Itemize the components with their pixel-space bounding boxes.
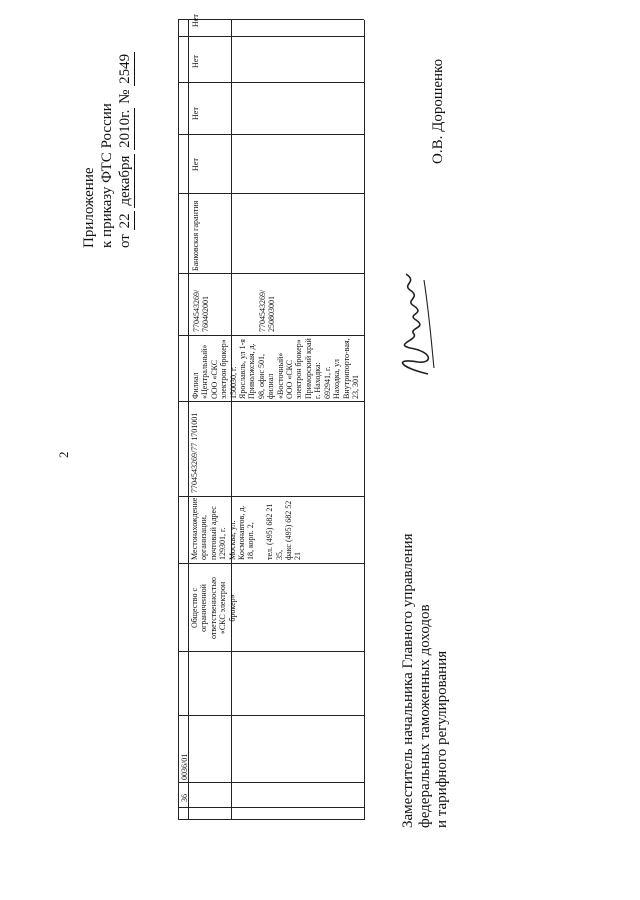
row-divider: [178, 36, 364, 37]
row-divider: [178, 496, 364, 497]
row-divider: [178, 782, 364, 783]
order-day: 22: [117, 213, 133, 229]
order-month: декабря: [117, 155, 133, 206]
row-divider: [178, 82, 364, 83]
signature-title: [400, 534, 451, 829]
page-number: 2: [56, 451, 71, 458]
attachment-title: Приложение: [81, 167, 97, 248]
registry-code: 0036/01: [180, 753, 189, 780]
row-divider: [178, 134, 364, 135]
row-divider: [178, 563, 364, 564]
registry-table: [178, 14, 364, 820]
handwritten-signature: [388, 270, 442, 380]
table-border-top: [178, 20, 179, 820]
signature-title-line-1: Заместитель начальника Главного управления: [400, 533, 416, 828]
table-border-right: [178, 19, 364, 20]
attachment-header: [80, 52, 135, 248]
inn-kpp: 7704543269/77 1701001: [190, 412, 199, 493]
organization-address: Местонахождение организации, почтовый адрес 129301, г. Москва, ул. Космонавтов, д. 18, корп. 2, тел. (495) 682 21 35, факс (495) 682 52 21: [190, 497, 303, 560]
security-type: Банковская гарантия: [191, 200, 200, 271]
column-divider: [188, 20, 189, 820]
branches: Филиал «Центральный» ООО «СКС электрон брокер» 150030, г. Ярославль, ул 1-я Приволжская, д. 98, офис 501, филиал «Восточный» ООО «СКС электрон брокер» Приморский край г. Находка: 692941, г. Находка, ул Внутрипорто-вая, 23, 301: [191, 338, 360, 399]
flag-cell-3: Нет: [191, 55, 200, 68]
table-border-bottom: [364, 20, 365, 820]
row-divider: [178, 401, 364, 402]
order-year: 2010г.: [117, 109, 133, 148]
branch-kpp-1: 7704543269/ 760402001: [192, 289, 211, 332]
signature-title-line-2: федеральных таможенных доходов: [417, 604, 433, 828]
flag-cell-1: Нет: [191, 158, 200, 171]
row-divider: [178, 715, 364, 716]
row-divider: [178, 807, 364, 808]
number-sign: №: [117, 89, 133, 104]
table-border-left: [178, 819, 364, 820]
attachment-order-ref: к приказу ФТС России: [99, 103, 115, 248]
column-divider: [231, 20, 232, 820]
branch-kpp-2: 7704543269/ 250803001: [258, 289, 277, 332]
order-number: 2549: [117, 53, 133, 84]
row-divider: [178, 193, 364, 194]
row-divider: [178, 273, 364, 274]
signature-title-line-3: и тарифного регулирования: [434, 650, 450, 828]
date-prefix: от: [117, 234, 133, 248]
flag-cell-4: Нет: [191, 14, 200, 27]
organization-name: Общество с ограниченной ответственностью «СКС электрон брокер»: [190, 576, 237, 640]
flag-cell-2: Нет: [191, 107, 200, 120]
attachment-date-number: [116, 52, 135, 248]
signer-name: О.В. Дорошенко: [430, 58, 446, 164]
row-divider: [178, 651, 364, 652]
row-index: 36: [180, 794, 189, 802]
